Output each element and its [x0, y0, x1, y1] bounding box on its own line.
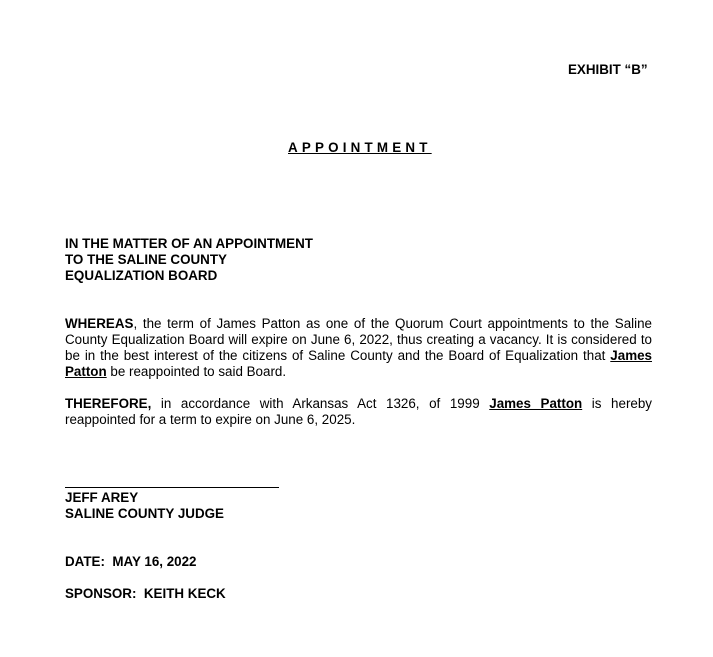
sponsor-label: SPONSOR:: [65, 586, 137, 601]
whereas-text-after: be reappointed to said Board.: [106, 364, 287, 379]
therefore-text-after: is hereby reappointed for a term to expire on June 6, 2025.: [65, 396, 652, 427]
matter-heading: [65, 236, 313, 284]
whereas-text-before: , the term of James Patton as one of the Quorum Court appointments to the Saline County Equalization Board will expire on June 6, 2022, thus creating a vacancy. It is considered to be in the best interest of the citizens of Saline County and the Board of Equalization that: [65, 316, 652, 363]
matter-line-2: TO THE SALINE COUNTY: [65, 252, 227, 267]
therefore-paragraph: [65, 396, 652, 428]
signature-line: [65, 487, 279, 488]
therefore-text-before: in accordance with Arkansas Act 1326, of 1999: [151, 396, 490, 411]
therefore-keyword: THEREFORE,: [65, 396, 152, 411]
signer-title: SALINE COUNTY JUDGE: [65, 506, 224, 521]
sponsor-line: [65, 586, 226, 601]
signer-block: [65, 490, 224, 522]
matter-line-3: EQUALIZATION BOARD: [65, 268, 218, 283]
signer-name: JEFF AREY: [65, 490, 139, 505]
whereas-paragraph: [65, 316, 652, 380]
whereas-appointee-name: James Patton: [65, 348, 652, 379]
document-title: APPOINTMENT: [288, 140, 432, 155]
sponsor-value: KEITH KECK: [143, 586, 226, 601]
whereas-keyword: WHEREAS: [65, 316, 134, 331]
date-label: DATE:: [65, 554, 105, 569]
date-value: MAY 16, 2022: [112, 554, 197, 569]
therefore-appointee-name: James Patton: [489, 396, 583, 411]
exhibit-label: EXHIBIT “B”: [568, 62, 648, 77]
date-line: [65, 554, 197, 569]
matter-line-1: IN THE MATTER OF AN APPOINTMENT: [65, 236, 313, 251]
